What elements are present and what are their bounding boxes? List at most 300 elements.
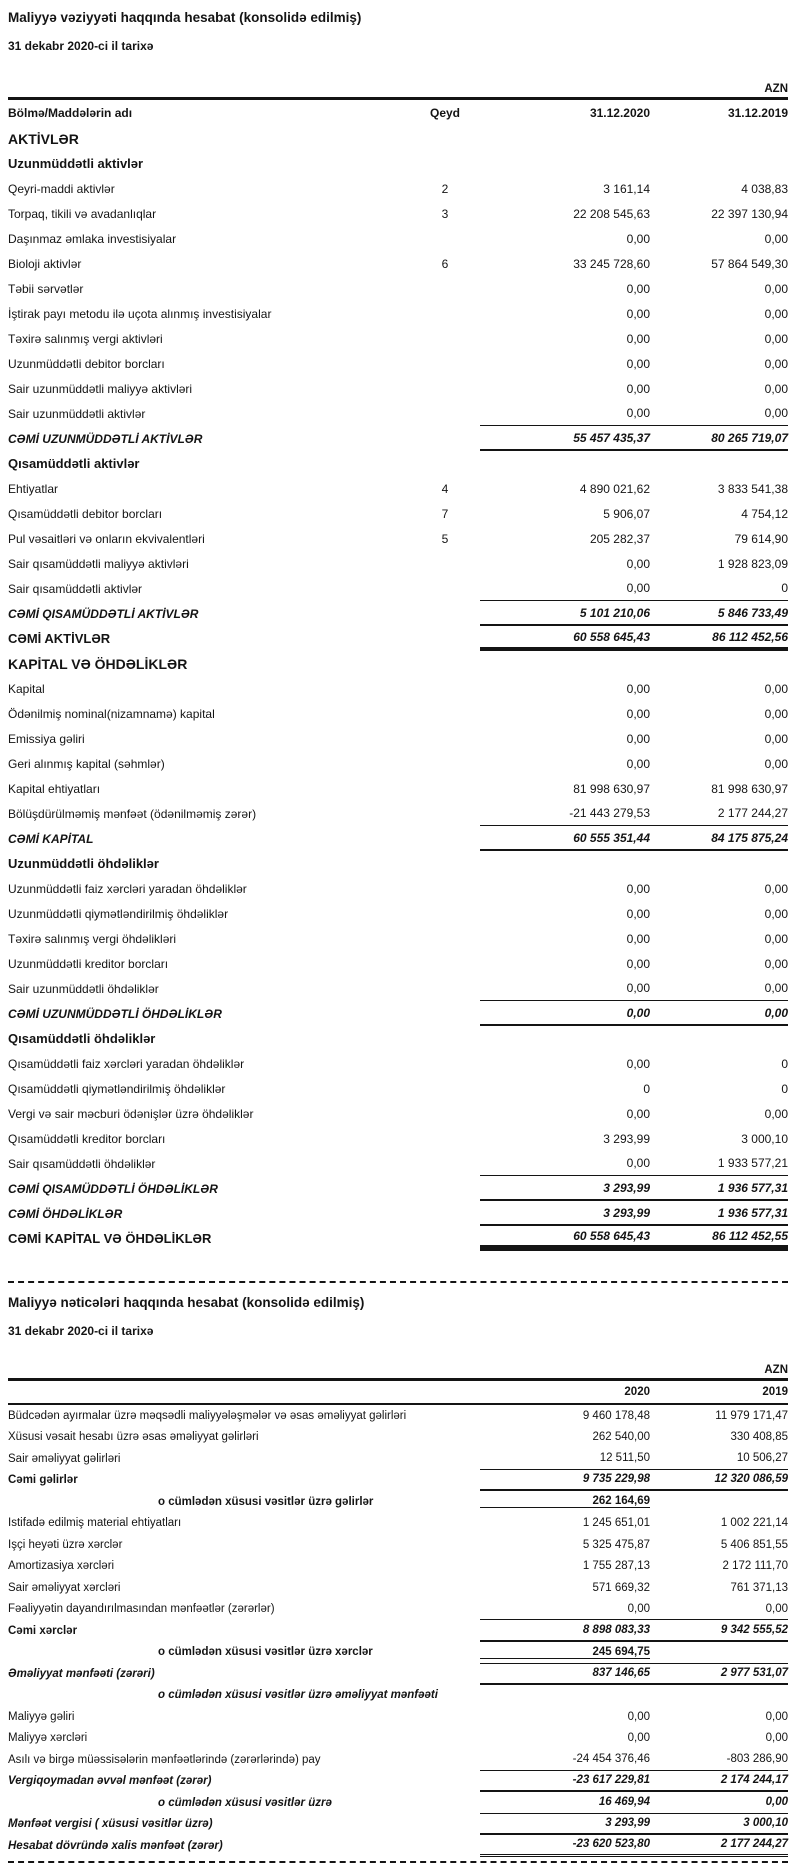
row-value-2019: 0,00 [764, 906, 788, 921]
section-header-row [8, 851, 788, 876]
table-row [8, 1771, 788, 1793]
row-label: Qısamüddətli kreditor borcları [8, 1131, 166, 1146]
row-label: Asılı və birgə müəssisələrin mənfəətlərində (zərərlərində) pay [8, 1753, 321, 1766]
table-row [8, 501, 788, 526]
balance-sheet-rows [8, 126, 788, 1251]
row-value-2019: 1 936 577,31 [717, 1205, 788, 1220]
row-note: 2 [441, 181, 449, 196]
row-values [480, 1448, 788, 1470]
row-label: Mənfəət vergisi ( xüsusi vəsitlər üzrə) [8, 1818, 213, 1831]
table-row [8, 401, 788, 426]
table-row [8, 1076, 788, 1101]
table-row [8, 1835, 788, 1857]
income-statement [8, 1295, 788, 1857]
row-value-2020: 0,00 [627, 1732, 650, 1745]
row-values [480, 1771, 788, 1793]
row-values [480, 851, 788, 876]
row-value-2019: 1 928 823,09 [717, 556, 788, 571]
row-values [480, 1835, 788, 1857]
row-value-2019: 3 833 541,38 [717, 481, 788, 496]
row-value-2020: 0,00 [626, 1056, 650, 1071]
row-label: o cümlədən xüsusi vəsitlər üzrə gəlirlər [158, 1495, 374, 1508]
table-row [8, 976, 788, 1001]
table-row [8, 176, 788, 201]
row-label: Uzunmüddətli öhdəliklər [8, 856, 159, 871]
row-value-2019: 0,00 [764, 406, 788, 420]
row-label: Maliyyə gəliri [8, 1710, 75, 1723]
row-value-2020: 0,00 [626, 906, 650, 921]
row-value-2019: 0,00 [764, 981, 788, 995]
row-value-2020: 0,00 [626, 981, 650, 995]
row-value-2019: 0,00 [764, 306, 788, 321]
row-value-2020: 262 164,69 [480, 1495, 650, 1508]
row-values [480, 1026, 788, 1051]
row-label: Hesabat dövründə xalis mənfəət (zərər) [8, 1839, 223, 1852]
table-row [8, 1126, 788, 1151]
row-value-2020: 33 245 728,60 [573, 256, 650, 271]
row-label: Xüsusi vəsait hesabı üzrə əsas əməliyyat gəlirləri [8, 1431, 259, 1444]
row-label: Cəmi gəlirlər [8, 1474, 78, 1487]
row-value-2020: 0,00 [626, 331, 650, 346]
table-row [8, 1814, 788, 1836]
row-value-2019: 3 000,10 [741, 1131, 788, 1146]
row-label: Qısamüddətli aktivlər [8, 456, 140, 471]
row-values [480, 401, 788, 426]
row-label: Emissiya gəliri [8, 731, 85, 746]
row-label: Uzunmüddətli debitor borcları [8, 356, 165, 371]
statement-date: 31 dekabr 2020-ci il tarixə [8, 1324, 154, 1338]
row-value-2019: 0,00 [764, 681, 788, 696]
row-value-2019: 80 265 719,07 [711, 430, 788, 445]
row-values [480, 1176, 788, 1201]
row-values [480, 276, 788, 301]
table-row [8, 526, 788, 551]
row-values [480, 1051, 788, 1076]
row-value-2019: 84 175 875,24 [711, 830, 788, 845]
row-values [480, 576, 788, 601]
row-label: Qısamüddətli debitor borcları [8, 506, 163, 521]
row-value-2019: 0,00 [764, 381, 788, 396]
row-value-2019: 10 506,27 [736, 1452, 788, 1465]
row-value-2020: 1 755 287,13 [582, 1560, 650, 1573]
row-values [480, 1491, 788, 1513]
row-value-2019: 9 342 555,52 [720, 1623, 788, 1636]
row-values [480, 551, 788, 576]
row-values [480, 1556, 788, 1578]
table-row [8, 1151, 788, 1176]
table-row [8, 826, 788, 851]
row-value-2019: 86 112 452,55 [712, 1228, 788, 1243]
row-label: Kapital [8, 681, 45, 696]
row-value-2020: 9 735 229,98 [582, 1473, 650, 1486]
row-value-2020: 0,00 [626, 1106, 650, 1121]
row-label: CƏMİ ÖHDƏLİKLƏR [8, 1206, 123, 1221]
row-values [480, 326, 788, 351]
row-value-2020: 262 540,00 [592, 1431, 650, 1444]
row-value-2019: 4 754,12 [741, 506, 788, 521]
row-value-2020: 22 208 545,63 [573, 206, 650, 221]
row-value-2020: 0,00 [626, 956, 650, 971]
row-value-2019: 2 174 244,17 [720, 1774, 788, 1787]
table-row [8, 351, 788, 376]
row-values [480, 701, 788, 726]
table-row [8, 1001, 788, 1026]
row-value-2020: 0,00 [627, 1602, 650, 1615]
table-row [8, 476, 788, 501]
row-value-2020: 0 [643, 1081, 650, 1096]
table-row [8, 701, 788, 726]
row-values [480, 1642, 788, 1664]
row-value-2020: -24 454 376,46 [572, 1753, 650, 1766]
table-row [8, 726, 788, 751]
row-value-2020: 5 101 210,06 [579, 605, 650, 620]
row-label: Ödənilmiş nominal(nizamnamə) kapital [8, 706, 215, 721]
table-row [8, 1513, 788, 1535]
row-value-2019: 0,00 [764, 356, 788, 371]
row-value-2019: 0,00 [764, 1005, 788, 1020]
row-value-2019: 0,00 [764, 1106, 788, 1121]
row-value-2020: 1 245 651,01 [582, 1517, 650, 1530]
row-value-2020: 0,00 [626, 231, 650, 246]
row-value-2020: 0,00 [627, 1710, 650, 1723]
column-header-2019: 2019 [762, 1386, 788, 1398]
row-value-2020: 0,00 [626, 731, 650, 746]
row-label: Fəaliyyətin dayandırılmasından mənfəətlər (zərərlər) [8, 1603, 275, 1616]
row-values [480, 1749, 788, 1771]
row-value-2019: 0,00 [764, 281, 788, 296]
row-values [480, 876, 788, 901]
row-value-2020: 0,00 [626, 581, 650, 595]
row-note: 3 [441, 206, 449, 221]
statement-date: 31 dekabr 2020-ci il tarixə [8, 39, 154, 53]
row-label: Sair uzunmüddətli maliyyə aktivləri [8, 381, 193, 396]
column-header-row [8, 1381, 788, 1405]
row-values [480, 1076, 788, 1101]
row-value-2019: 0,00 [764, 956, 788, 971]
row-value-2020: 571 669,32 [592, 1581, 650, 1594]
row-value-2020: 5 325 475,87 [582, 1538, 650, 1551]
row-values [480, 526, 788, 551]
row-value-2020: 0,00 [626, 281, 650, 296]
row-value-2019: 0,00 [764, 881, 788, 896]
row-value-2020: 55 457 435,37 [573, 430, 650, 445]
row-label: CƏMİ QISAMÜDDƏTLİ AKTİVLƏR [8, 606, 199, 621]
row-value-2019: 0,00 [764, 331, 788, 346]
dashed-separator [8, 1861, 788, 1863]
row-values [480, 651, 788, 676]
row-value-2019: 2 172 111,70 [722, 1560, 788, 1573]
row-value-2019: 1 002 221,14 [720, 1517, 788, 1530]
row-values [480, 751, 788, 776]
row-values [480, 1663, 788, 1685]
row-label: KAPİTAL VƏ ÖHDƏLİKLƏR [8, 655, 188, 672]
section-header-row [8, 126, 788, 151]
column-header-2020: 31.12.2020 [589, 106, 650, 120]
table-row [8, 951, 788, 976]
row-note: 4 [441, 481, 449, 496]
row-value-2020: 4 890 021,62 [579, 481, 650, 496]
row-value-2020: 8 898 083,33 [582, 1623, 650, 1636]
row-label: Sair qısamüddətli aktivlər [8, 581, 143, 596]
table-row [8, 376, 788, 401]
table-row [8, 1620, 788, 1642]
row-label: o cümlədən xüsusi vəsitlər üzrə xərclər [158, 1646, 373, 1659]
table-row [8, 1201, 788, 1226]
table-row [8, 1685, 788, 1707]
table-row [8, 301, 788, 326]
table-row [8, 1470, 788, 1492]
row-value-2020: 60 555 351,44 [573, 830, 650, 845]
row-value-2019: 86 112 452,56 [712, 629, 788, 644]
row-value-2019: 0,00 [765, 1602, 788, 1615]
table-row [8, 1663, 788, 1685]
row-values [480, 1405, 788, 1427]
row-value-2019: 0,00 [764, 931, 788, 946]
row-value-2020: 245 694,75 [480, 1646, 650, 1659]
section-header-row [8, 1026, 788, 1051]
row-values [480, 776, 788, 801]
row-value-2020: 9 460 178,48 [582, 1409, 650, 1422]
row-values [480, 901, 788, 926]
row-value-2020: 0,00 [626, 306, 650, 321]
column-header-row [8, 100, 788, 126]
table-row [8, 226, 788, 251]
row-label: Sair uzunmüddətli öhdəliklər [8, 981, 159, 996]
table-row [8, 1448, 788, 1470]
row-values [480, 1126, 788, 1151]
table-row [8, 1642, 788, 1664]
row-label: Sair əməliyyat gəlirləri [8, 1452, 121, 1465]
row-value-2019: 79 614,90 [734, 531, 788, 546]
table-row [8, 926, 788, 951]
row-values [480, 1201, 788, 1226]
table-row [8, 626, 788, 651]
row-label: Əməliyyat mənfəəti (zərəri) [8, 1667, 155, 1680]
row-value-2020: 60 558 645,43 [573, 629, 650, 644]
row-value-2020: 0,00 [626, 931, 650, 946]
row-value-2019: 2 177 244,27 [720, 1838, 788, 1851]
table-row [8, 1427, 788, 1449]
row-value-2020: 0,00 [626, 356, 650, 371]
table-row [8, 751, 788, 776]
table-row [8, 676, 788, 701]
row-value-2019: 0,00 [765, 1732, 788, 1745]
row-label: CƏMİ UZUNMÜDDƏTLİ AKTİVLƏR [8, 431, 203, 446]
row-value-2019: 11 979 171,47 [715, 1409, 788, 1422]
row-label: Cəmi xərclər [8, 1624, 78, 1637]
row-label: Uzunmüddətli kreditor borcları [8, 956, 169, 971]
column-header-2019: 31.12.2019 [727, 106, 788, 120]
row-values [480, 1599, 788, 1621]
row-values [480, 1513, 788, 1535]
row-value-2020: 0,00 [626, 681, 650, 696]
row-label: o cümlədən xüsusi vəsitlər üzrə əməliyyat mənfəəti [158, 1689, 438, 1702]
row-values [480, 301, 788, 326]
row-label: Torpaq, tikili və avadanlıqlar [8, 206, 157, 221]
row-value-2020: -23 620 523,80 [572, 1838, 650, 1851]
row-value-2020: 3 293,99 [603, 1205, 650, 1220]
row-value-2019: 5 406 851,55 [720, 1538, 788, 1551]
row-value-2019: -803 286,90 [726, 1753, 788, 1766]
row-values [480, 1001, 788, 1026]
row-label: AKTİVLƏR [8, 130, 79, 147]
row-label: Uzunmüddətli aktivlər [8, 156, 144, 171]
row-value-2020: 3 161,14 [603, 181, 650, 196]
row-label: Qısamüddətli qiymətləndirilmiş öhdəliklər [8, 1081, 226, 1096]
row-value-2020: -21 443 279,53 [569, 806, 650, 820]
row-value-2019: 22 397 130,94 [711, 206, 788, 221]
column-header-note: Qeyd [429, 106, 460, 120]
row-value-2019: 330 408,85 [730, 1431, 788, 1444]
row-values [480, 501, 788, 526]
row-label: Təbii sərvətlər [8, 281, 84, 296]
row-label: Sair uzunmüddətli aktivlər [8, 406, 146, 421]
table-row [8, 1226, 788, 1251]
row-values [480, 801, 788, 826]
row-label: Qısamüddətli faiz xərcləri yaradan öhdəliklər [8, 1056, 245, 1071]
row-values [480, 1427, 788, 1449]
row-values [480, 1226, 788, 1251]
row-value-2019: 2 977 531,07 [720, 1667, 788, 1680]
table-row [8, 251, 788, 276]
row-value-2019: 4 038,83 [741, 181, 788, 196]
row-note: 7 [441, 506, 449, 521]
row-label: Geri alınmış kapital (səhmlər) [8, 756, 165, 771]
row-label: Daşınmaz əmlaka investisiyalar [8, 231, 177, 246]
row-label: Qeyri-maddi aktivlər [8, 181, 115, 196]
row-values [480, 451, 788, 476]
table-row [8, 1706, 788, 1728]
row-values [480, 476, 788, 501]
row-value-2020: 0,00 [626, 556, 650, 571]
row-value-2020: 3 293,99 [605, 1817, 650, 1830]
row-value-2020: 0,00 [626, 381, 650, 396]
row-values [480, 1101, 788, 1126]
table-row [8, 1101, 788, 1126]
row-label: Sair qısamüddətli maliyyə aktivləri [8, 556, 189, 571]
table-row [8, 601, 788, 626]
row-values [480, 251, 788, 276]
row-label: İştirak payı metodu ilə uçota alınmış investisiyalar [8, 306, 272, 321]
row-value-2020: 0,00 [626, 1005, 650, 1020]
row-label: Sair qısamüddətli öhdəliklər [8, 1156, 156, 1171]
table-row [8, 801, 788, 826]
row-label: Bölüşdürülməmiş mənfəət (ödənilməmiş zərər) [8, 806, 257, 821]
table-row [8, 1491, 788, 1513]
row-value-2020: 16 469,94 [598, 1796, 650, 1809]
row-value-2019: 0,00 [764, 706, 788, 721]
row-label: CƏMİ QISAMÜDDƏTLİ ÖHDƏLİKLƏR [8, 1181, 218, 1196]
table-row [8, 426, 788, 451]
row-value-2020: -23 617 229,81 [572, 1774, 650, 1787]
table-row [8, 551, 788, 576]
table-row [8, 326, 788, 351]
row-value-2019: 1 936 577,31 [717, 1180, 788, 1195]
row-value-2019: 0,00 [765, 1796, 788, 1809]
row-value-2019: 81 998 630,97 [711, 781, 788, 796]
row-value-2020: 0,00 [626, 706, 650, 721]
table-row [8, 1556, 788, 1578]
row-value-2019: 57 864 549,30 [711, 256, 788, 271]
row-values [480, 1792, 788, 1814]
column-header-2020: 2020 [624, 1386, 650, 1398]
balance-sheet-statement [8, 10, 788, 1251]
row-values [480, 1728, 788, 1750]
row-value-2019: 2 177 244,27 [717, 806, 788, 820]
table-row [8, 1051, 788, 1076]
row-value-2019: 0 [781, 1056, 788, 1071]
table-row [8, 776, 788, 801]
row-value-2020: 0,00 [626, 881, 650, 896]
row-value-2019: 3 000,10 [743, 1817, 788, 1830]
section-header-row [8, 451, 788, 476]
table-row [8, 901, 788, 926]
column-header-name: Bölmə/Maddələrin adı [8, 106, 133, 120]
row-values [480, 151, 788, 176]
row-label: İstifadə edilmiş material ehtiyatları [8, 1517, 182, 1530]
row-values [480, 726, 788, 751]
currency-label: AZN [764, 83, 788, 95]
row-label: Pul vəsaitləri və onların ekvivalentləri [8, 531, 205, 546]
row-label: Sair əməliyyat xərcləri [8, 1581, 121, 1594]
row-value-2019: 1 933 577,21 [717, 1156, 788, 1170]
section-header-row [8, 651, 788, 676]
income-statement-rows [8, 1405, 788, 1857]
row-values [480, 676, 788, 701]
row-value-2019: 12 320 086,59 [714, 1473, 788, 1486]
row-values [480, 976, 788, 1001]
table-row [8, 276, 788, 301]
row-values [480, 601, 788, 626]
row-value-2019: 0,00 [764, 231, 788, 246]
row-values [480, 1814, 788, 1836]
row-values [480, 926, 788, 951]
row-label: Təxirə salınmış vergi öhdəlikləri [8, 931, 177, 946]
row-label: CƏMİ AKTİVLƏR [8, 631, 111, 646]
row-values [480, 426, 788, 451]
table-row [8, 201, 788, 226]
row-value-2019: 0 [781, 581, 788, 595]
row-values [480, 1706, 788, 1728]
row-values [480, 1151, 788, 1176]
row-label: Kapital ehtiyatları [8, 781, 101, 796]
row-note: 5 [441, 531, 449, 546]
row-label: Amortizasiya xərcləri [8, 1560, 115, 1573]
table-row [8, 1405, 788, 1427]
row-label: Uzunmüddətli qiymətləndirilmiş öhdəliklər [8, 906, 229, 921]
table-row [8, 1176, 788, 1201]
row-note: 6 [441, 256, 449, 271]
row-value-2019: 0 [781, 1081, 788, 1096]
row-value-2020: 205 282,37 [589, 531, 650, 546]
row-values [480, 176, 788, 201]
row-label: CƏMİ KAPİTAL VƏ ÖHDƏLİKLƏR [8, 1231, 212, 1246]
row-value-2020: 5 906,07 [603, 506, 650, 521]
row-values [480, 376, 788, 401]
row-value-2019: 0,00 [764, 756, 788, 771]
row-values [480, 1620, 788, 1642]
row-values [480, 1470, 788, 1492]
statement-title: Maliyyə vəziyyəti haqqında hesabat (konsolidə edilmiş) [8, 10, 362, 25]
row-values [480, 1534, 788, 1556]
row-value-2020: 3 293,99 [603, 1131, 650, 1146]
row-values [480, 826, 788, 851]
row-label: Vergiqoymadan əvvəl mənfəət (zərər) [8, 1775, 212, 1788]
section-header-row [8, 151, 788, 176]
table-row [8, 1728, 788, 1750]
row-value-2020: 60 558 645,43 [573, 1228, 650, 1243]
row-label: CƏMİ KAPİTAL [8, 831, 94, 846]
